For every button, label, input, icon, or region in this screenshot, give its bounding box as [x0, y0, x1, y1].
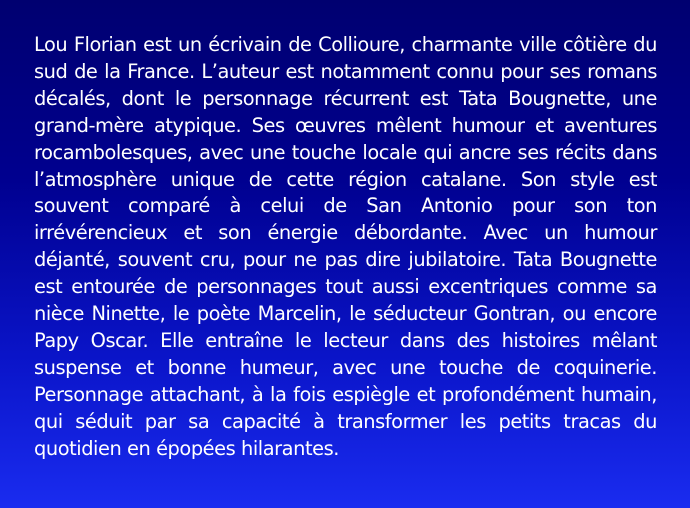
body-paragraph: Lou Florian est un écrivain de Collioure, charmante ville côtière du sud de la France. L’auteur est notamment connu pour ses romans décalés, dont le personnage récurrent est Tata Bougnette, une grand-mère atypique. Ses œuvres mêlent humour et aventures rocambolesques, avec une touche locale qui ancre ses récits dans l’atmosphère unique de cette région catalane. Son style est souvent comparé à celui de San Antonio pour son ton irrévérencieux et son énergie débordante. Avec un humour déjanté, souvent cru, pour ne pas dire jubilatoire. Tata Bougnette est entourée de personnages tout aussi excentriques comme sa nièce Ninette, le poète Marcelin, le séducteur Gontran, ou encore Papy Oscar. Elle entraîne le lecteur dans des histoires mêlant suspense et bonne humeur, avec une touche de coquinerie. Personnage attachant, à la fois espiègle et profondément humain, qui séduit par sa capacité à transformer les petits tracas du quotidien en épopées hilarantes.: [34, 33, 657, 460]
